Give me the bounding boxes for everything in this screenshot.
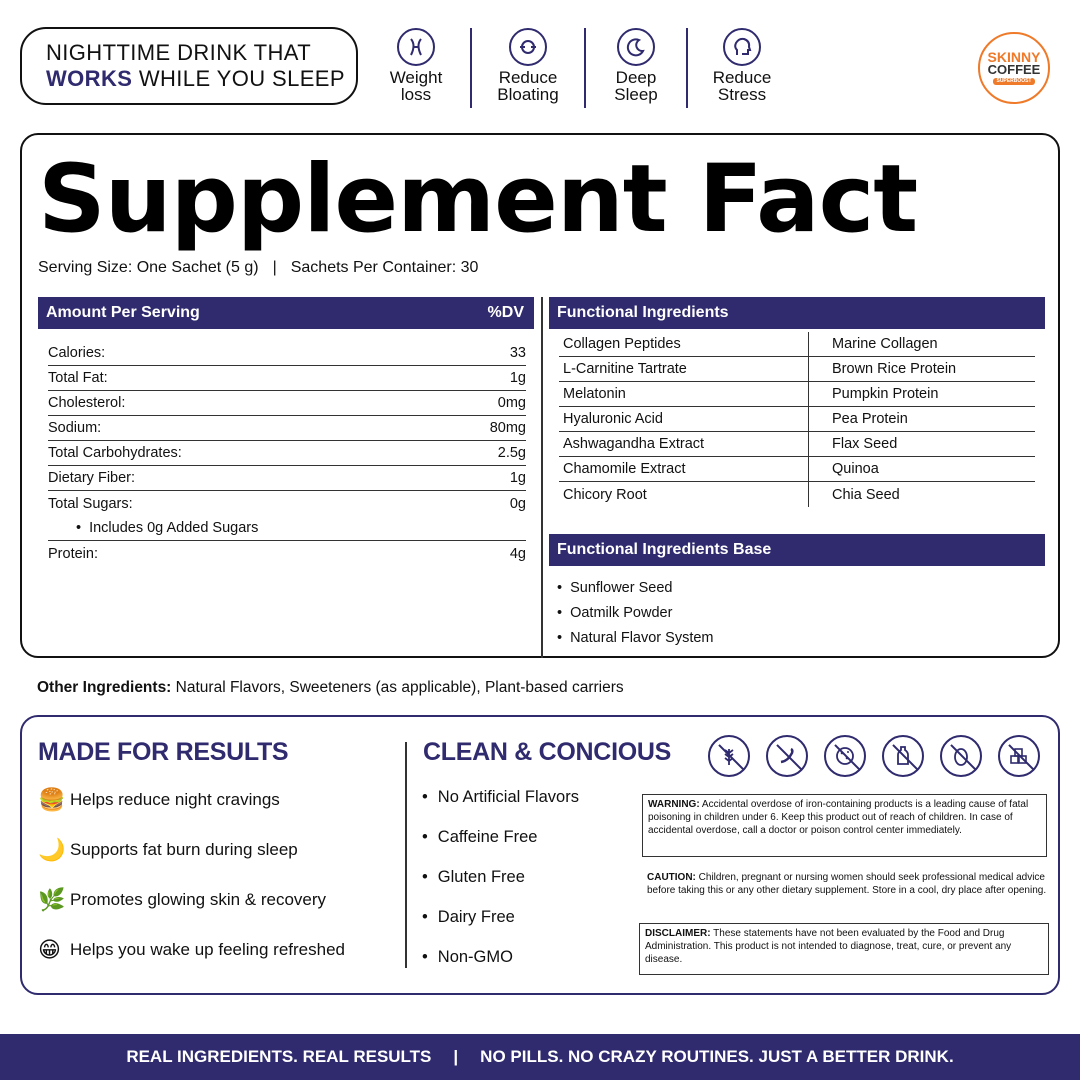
bullet: • — [422, 867, 428, 886]
serving-size: Serving Size: One Sachet (5 g) — [38, 259, 259, 276]
caution-label: CAUTION: — [647, 872, 696, 883]
nutrient-row — [48, 466, 526, 491]
nutrient-sub-text: Includes 0g Added Sugars — [89, 520, 259, 536]
nutrient-name: Total Sugars: — [48, 495, 133, 512]
ingredient-cell: Pea Protein — [809, 407, 1035, 432]
footer-right-text: NO PILLS. NO CRAZY ROUTINES. JUST A BETTER DRINK. — [480, 1047, 954, 1066]
nutrient-name: Calories: — [48, 345, 106, 361]
ingredient-cell: L-Carnitine Tartrate — [559, 357, 809, 382]
disclaimer-text: These statements have not been evaluated by the Food and Drug Administration. This product is not intended to diagnose, treat, cure, or prevent any disease. — [645, 928, 1012, 965]
waist-icon — [397, 28, 435, 66]
other-ingredients — [37, 679, 624, 697]
list-item — [557, 600, 714, 625]
serving-info — [38, 259, 478, 277]
functional-ingredients-header — [549, 297, 1045, 329]
footer-banner — [0, 1034, 1080, 1080]
nutrient-row — [48, 491, 526, 516]
nutrient-row — [48, 416, 526, 441]
moon-icon — [617, 28, 655, 66]
nutrient-name: Cholesterol: — [48, 395, 126, 411]
nutrient-row — [48, 441, 526, 466]
ingredient-cell: Hyaluronic Acid — [559, 407, 809, 432]
column-divider — [541, 297, 543, 658]
supplement-facts-panel — [20, 133, 1060, 658]
benefit-label: Reduce Stress — [712, 68, 772, 104]
nutrient-row — [48, 366, 526, 391]
result-text: Helps reduce night cravings — [70, 790, 280, 809]
caution-text: Children, pregnant or nursing women should seek professional medical advice before taking this or any other dietary supplement. Store in a cool, dry place after opening. — [647, 872, 1047, 896]
list-item — [422, 897, 579, 937]
nutrient-sub-row — [48, 516, 526, 541]
list-item — [422, 777, 579, 817]
bullet: • — [557, 604, 563, 621]
logo-line2: COFFEE — [987, 62, 1041, 78]
functional-ingredients-grid — [559, 332, 1035, 507]
disclaimer-notice — [639, 923, 1049, 975]
list-item — [422, 857, 579, 897]
no-bottle-icon — [882, 735, 924, 777]
clean-list — [422, 777, 579, 977]
dv-header-label: %DV — [487, 304, 524, 321]
nutrient-value: 1g — [509, 370, 526, 386]
base-item-text: Oatmilk Powder — [570, 604, 673, 621]
other-ingredients-text: Natural Flavors, Sweeteners (as applicable), Plant-based carriers — [171, 679, 624, 696]
warning-notice — [642, 794, 1047, 857]
nutrient-value: 33 — [509, 345, 526, 361]
bullet: • — [422, 907, 428, 926]
burger-icon: 🍔 — [38, 787, 66, 812]
warning-label: WARNING: — [648, 799, 700, 810]
footer-left-text: REAL INGREDIENTS. REAL RESULTS — [126, 1047, 432, 1066]
tagline-rest: WHILE YOU SLEEP — [132, 66, 345, 91]
functional-header-label: Functional Ingredients — [557, 304, 729, 321]
result-text: Supports fat burn during sleep — [70, 840, 298, 859]
base-item-text: Natural Flavor System — [570, 629, 714, 646]
ingredient-cell: Brown Rice Protein — [809, 357, 1035, 382]
serving-separator: | — [272, 259, 277, 276]
free-from-icons — [708, 735, 1040, 777]
stomach-icon — [509, 28, 547, 66]
tagline-line2 — [46, 66, 356, 92]
nutrient-value: 4g — [509, 545, 526, 562]
nutrient-list — [48, 341, 526, 566]
result-text: Promotes glowing skin & recovery — [70, 890, 327, 909]
logo-line1: SKINNY — [987, 48, 1041, 65]
tagline-strong: WORKS — [46, 66, 133, 91]
ingredient-cell: Pumpkin Protein — [809, 382, 1035, 407]
no-egg-icon — [940, 735, 982, 777]
bullet: • — [422, 787, 428, 806]
clean-item-text: Dairy Free — [437, 907, 515, 926]
nutrient-value: 1g — [509, 470, 526, 486]
footer-separator: | — [453, 1047, 459, 1066]
no-gluten-icon — [708, 735, 750, 777]
nutrient-value: 2.5g — [497, 445, 526, 461]
functional-base-label: Functional Ingredients Base — [557, 541, 772, 558]
other-ingredients-label: Other Ingredients: — [37, 679, 172, 696]
bullet: • — [76, 520, 82, 536]
nutrient-name: Protein: — [48, 545, 98, 562]
sachets-per-container: Sachets Per Container: 30 — [290, 259, 479, 276]
result-text: Helps you wake up feeling refreshed — [70, 940, 345, 959]
ingredient-cell: Chicory Root — [559, 482, 809, 507]
functional-base-list — [557, 575, 714, 650]
nutrient-row — [48, 341, 526, 366]
ingredient-cell: Collagen Peptides — [559, 332, 809, 357]
brand-logo — [978, 32, 1050, 104]
tagline-pill — [20, 27, 358, 105]
nutrient-name: Total Carbohydrates: — [48, 445, 182, 461]
functional-base-header — [549, 534, 1045, 566]
results-panel — [20, 715, 1060, 995]
ingredient-cell: Chia Seed — [832, 486, 900, 503]
nutrient-row — [48, 391, 526, 416]
benefit-label: Reduce Bloating — [497, 68, 559, 104]
bullet: • — [422, 827, 428, 846]
clean-item-text: No Artificial Flavors — [437, 787, 579, 806]
clean-item-text: Non-GMO — [437, 947, 513, 966]
nutrient-value: 0mg — [497, 395, 526, 411]
logo-line3: SUPERBOOST — [993, 78, 1034, 85]
amount-per-serving-header — [38, 297, 534, 329]
results-divider — [405, 742, 407, 968]
clean-item-text: Gluten Free — [437, 867, 525, 886]
head-icon — [723, 28, 761, 66]
list-item — [557, 575, 714, 600]
ingredient-cell: Melatonin — [559, 382, 809, 407]
benefit-deep-sleep — [586, 28, 686, 110]
nutrient-name: Dietary Fiber: — [48, 470, 136, 486]
results-title: MADE FOR RESULTS — [38, 738, 289, 766]
bullet: • — [422, 947, 428, 966]
list-item — [557, 625, 714, 650]
tagline-line1: NIGHTTIME DRINK THAT — [46, 39, 312, 65]
no-cookie-icon — [824, 735, 866, 777]
base-item-text: Sunflower Seed — [570, 579, 673, 596]
no-pepper-icon — [766, 735, 808, 777]
nutrient-value: 0g — [509, 495, 526, 512]
benefit-reduce-bloating — [472, 28, 584, 110]
leaf-icon: 🌿 — [38, 887, 66, 912]
benefit-weight-loss — [380, 28, 452, 110]
ingredient-cell: Flax Seed — [809, 432, 1035, 457]
list-item — [38, 837, 298, 863]
bullet: • — [557, 579, 563, 596]
list-item — [38, 937, 345, 963]
list-item — [38, 787, 280, 813]
nutrient-value: 80mg — [489, 420, 526, 436]
ingredient-cell: Marine Collagen — [809, 332, 1035, 357]
benefit-label: Deep Sleep — [614, 68, 658, 104]
caution-notice — [647, 871, 1047, 897]
moon-icon: 🌙 — [38, 837, 66, 862]
benefit-label: Weight loss — [389, 68, 443, 104]
nutrient-name: Sodium: — [48, 420, 102, 436]
bullet: • — [557, 629, 563, 646]
no-sugar-icon — [998, 735, 1040, 777]
disclaimer-label: DISCLAIMER: — [645, 928, 711, 939]
nutrient-name: Total Fat: — [48, 370, 108, 386]
ingredient-cell: Quinoa — [809, 457, 1035, 482]
ingredient-cell: Ashwagandha Extract — [559, 432, 809, 457]
amount-header-label: Amount Per Serving — [46, 304, 200, 321]
benefit-icons-row — [380, 28, 796, 110]
ingredient-cell: Chamomile Extract — [559, 457, 809, 482]
benefit-reduce-stress — [688, 28, 796, 110]
page-title: Supplement Fact — [38, 145, 918, 254]
list-item — [422, 817, 579, 857]
list-item — [422, 937, 579, 977]
grin-icon: 😁 — [38, 937, 61, 962]
clean-title: CLEAN & CONCIOUS — [423, 738, 671, 766]
clean-item-text: Caffeine Free — [437, 827, 538, 846]
list-item — [38, 887, 326, 913]
warning-text: Accidental overdose of iron-containing products is a leading cause of fatal poisoning in children under 6. Keep this product out of reach of children. In case of accidental overdose, call a doctor or poison control center immediately. — [648, 799, 1029, 836]
nutrient-row — [48, 541, 526, 566]
